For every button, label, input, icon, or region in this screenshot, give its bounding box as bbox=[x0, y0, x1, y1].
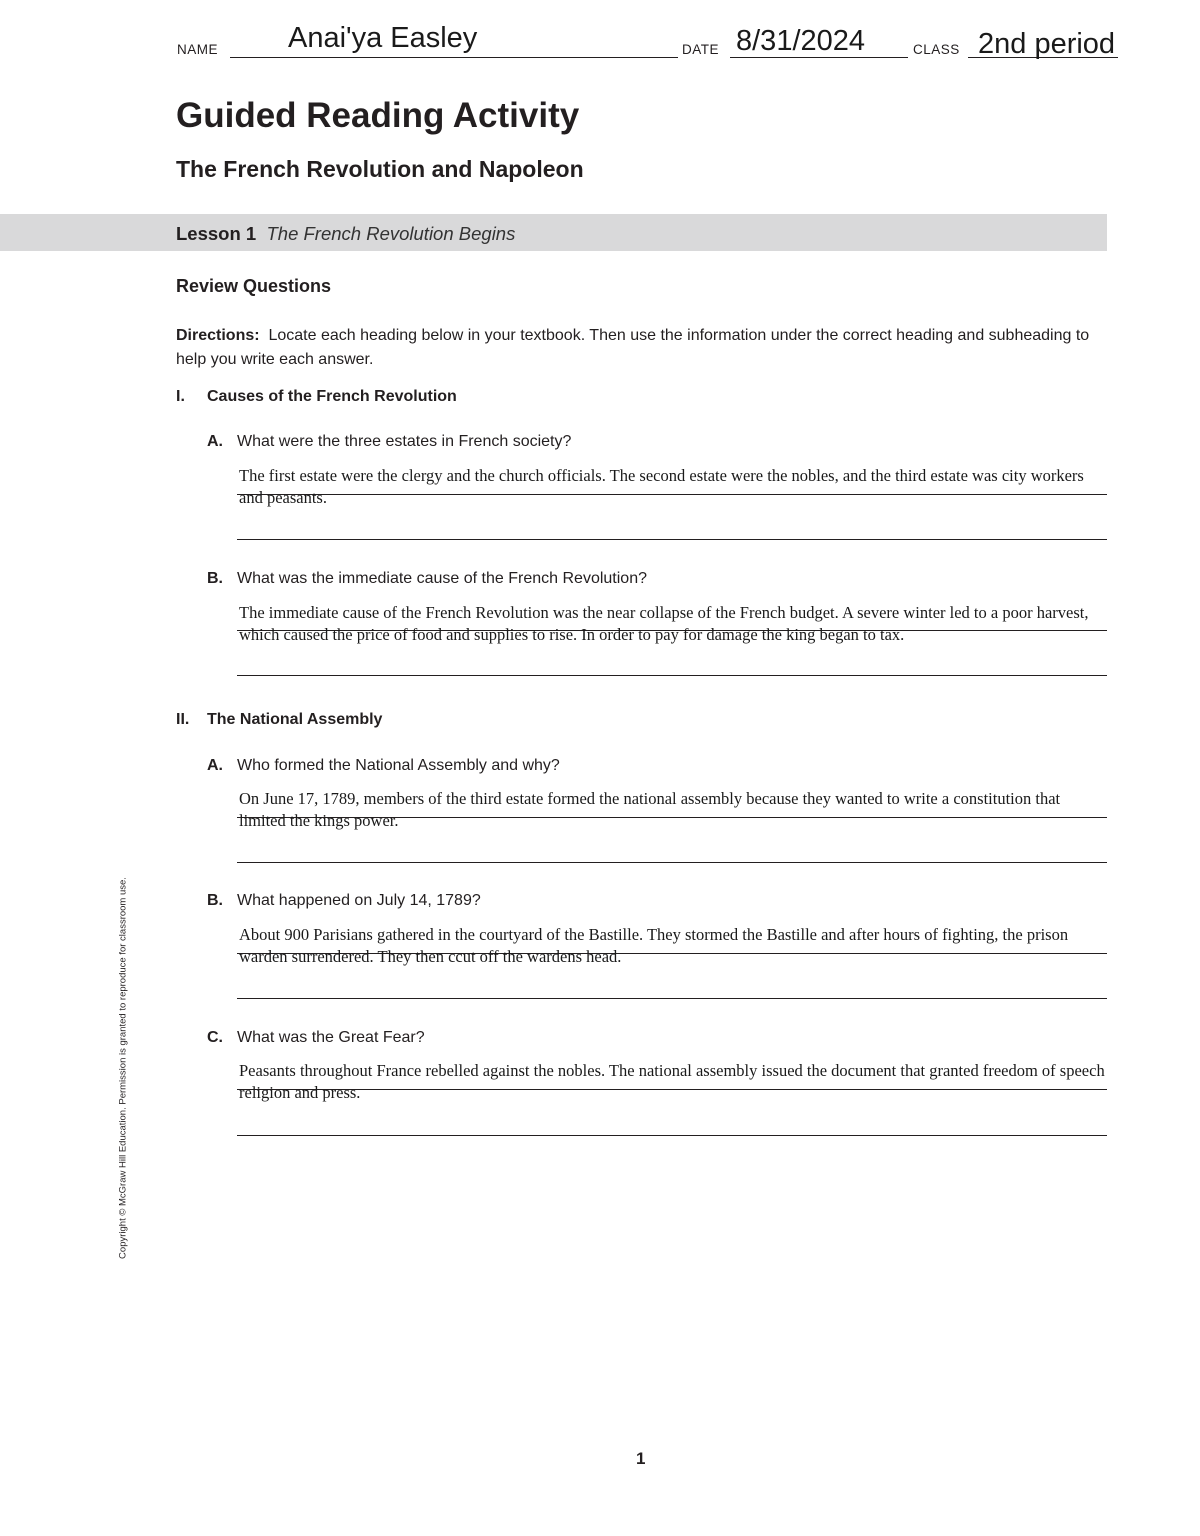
answer-line bbox=[237, 1135, 1107, 1136]
section-title: Causes of the French Revolution bbox=[207, 388, 457, 405]
copyright-notice: Copyright © McGraw Hill Education. Permission is granted to reproduce for classroom use. bbox=[117, 877, 129, 1259]
page-number: 1 bbox=[636, 1449, 646, 1468]
question-text: Who formed the National Assembly and why? bbox=[237, 757, 560, 774]
date-field[interactable]: 8/31/2024 bbox=[736, 25, 866, 57]
answer-text[interactable]: The first estate were the clergy and the church officials. The second estate were the nobles, and the third estate was city workers and peasants. bbox=[239, 466, 1084, 507]
lesson-bar bbox=[0, 214, 1107, 251]
answer-line bbox=[237, 539, 1107, 540]
question-text: What was the Great Fear? bbox=[237, 1029, 425, 1046]
lesson-heading bbox=[176, 223, 515, 245]
answer-text[interactable]: Peasants throughout France rebelled against the nobles. The national assembly issued the document that granted freedom of speech religion and press. bbox=[239, 1061, 1105, 1102]
question bbox=[207, 433, 571, 451]
review-heading: Review Questions bbox=[176, 276, 332, 296]
answer-text[interactable]: The immediate cause of the French Revolution was the near collapse of the French budget. A severe winter led to a poor harvest, which caused the price of food and supplies to rise. In order to pay for damage the king began to tax. bbox=[239, 603, 1089, 644]
question bbox=[207, 892, 481, 910]
question-text: What was the immediate cause of the French Revolution? bbox=[237, 570, 647, 587]
section-heading bbox=[176, 388, 457, 406]
class-label: CLASS bbox=[913, 42, 960, 57]
page-subtitle: The French Revolution and Napoleon bbox=[176, 156, 584, 182]
answer-text[interactable]: On June 17, 1789, members of the third estate formed the national assembly because they wanted to write a constitution that limited the kings power. bbox=[239, 789, 1061, 830]
section-numeral: II. bbox=[176, 711, 190, 728]
question-letter: B. bbox=[207, 892, 223, 909]
lesson-number: Lesson 1 bbox=[176, 223, 257, 244]
question-text: What were the three estates in French society? bbox=[237, 433, 572, 450]
directions-label: Directions: bbox=[176, 327, 260, 344]
answer-line bbox=[237, 862, 1107, 863]
section-title: The National Assembly bbox=[207, 711, 383, 728]
question-letter: B. bbox=[207, 570, 223, 587]
question-letter: A. bbox=[207, 433, 223, 450]
question-letter: C. bbox=[207, 1029, 223, 1046]
answer-line bbox=[237, 998, 1107, 999]
date-label: DATE bbox=[682, 42, 720, 57]
name-field[interactable]: Anai'ya Easley bbox=[288, 22, 478, 54]
question bbox=[207, 757, 560, 775]
section-heading bbox=[176, 711, 382, 729]
question bbox=[207, 570, 647, 588]
answer-line bbox=[237, 675, 1107, 676]
directions bbox=[176, 324, 1096, 372]
section-numeral: I. bbox=[176, 388, 185, 405]
name-label: NAME bbox=[177, 42, 219, 57]
question bbox=[207, 1029, 425, 1047]
class-field[interactable]: 2nd period bbox=[978, 28, 1116, 60]
question-letter: A. bbox=[207, 757, 223, 774]
lesson-name: The French Revolution Begins bbox=[266, 223, 516, 244]
answer-text[interactable]: About 900 Parisians gathered in the courtyard of the Bastille. They stormed the Bastille and after hours of fighting, the prison warden surrendered. They then ccut off the wardens head. bbox=[239, 925, 1069, 966]
question-text: What happened on July 14, 1789? bbox=[237, 892, 481, 909]
page-title: Guided Reading Activity bbox=[176, 96, 580, 135]
directions-text: Locate each heading below in your textbook. Then use the information under the correct heading and subheading to help you write each answer. bbox=[176, 327, 1090, 368]
name-line bbox=[230, 57, 678, 58]
